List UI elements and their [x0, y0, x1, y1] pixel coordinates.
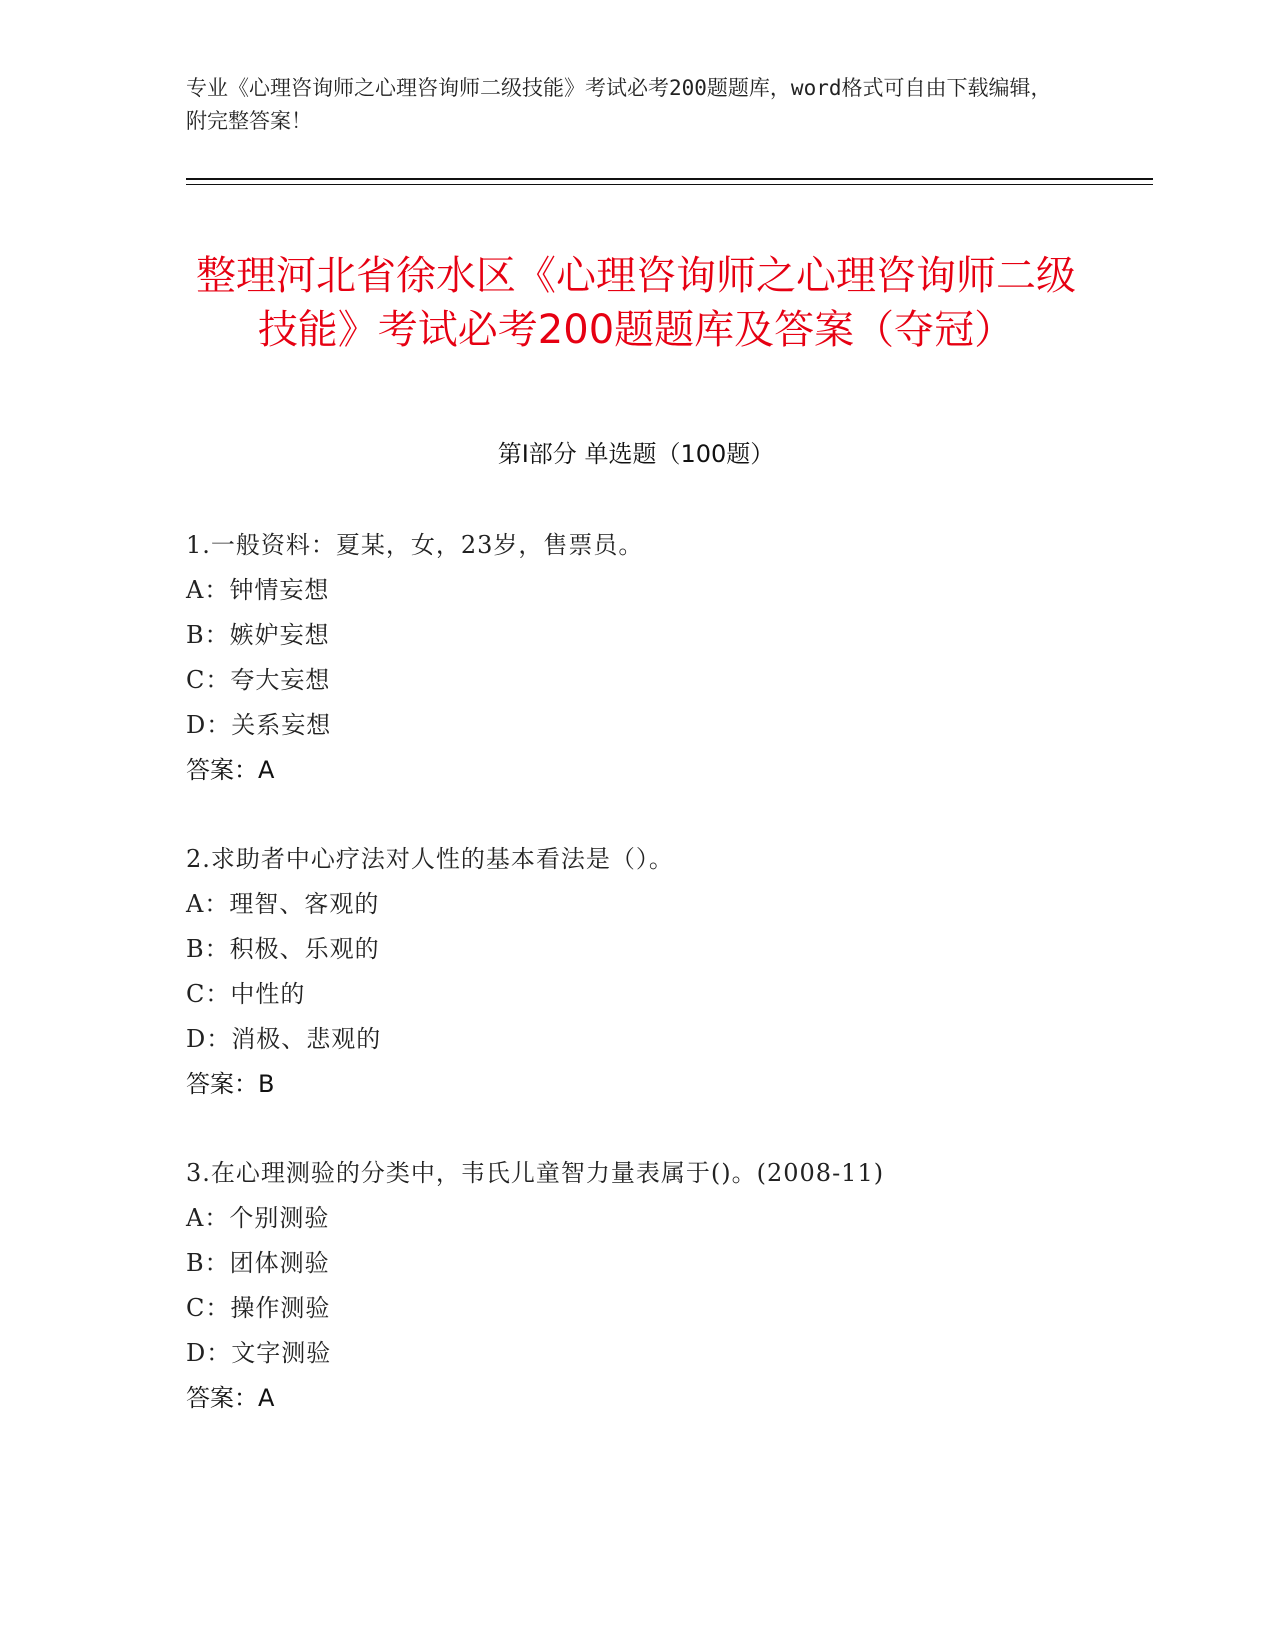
- option-b: B：积极、乐观的: [186, 935, 380, 963]
- answer-line: 答案：B: [186, 1070, 275, 1098]
- question-list: [186, 530, 1086, 1472]
- question-stem: 3.在心理测验的分类中，韦氏儿童智力量表属于()。(2008-11): [186, 1159, 885, 1187]
- option-c: C：中性的: [186, 980, 306, 1008]
- option-a: A：个别测验: [186, 1204, 330, 1232]
- answer-line: 答案：A: [186, 1384, 275, 1412]
- answer-line: 答案：A: [186, 756, 275, 784]
- option-d: D：文字测验: [186, 1339, 332, 1367]
- option-c: C：夸大妄想: [186, 666, 331, 694]
- option-a: A：理智、客观的: [186, 890, 380, 918]
- document-title: 整理河北省徐水区《心理咨询师之心理咨询师二级技能》考试必考200题题库及答案（夺冠）: [196, 252, 1076, 353]
- header-note: 专业《心理咨询师之心理咨询师二级技能》考试必考200题题库，word格式可自由下载编辑，附完整答案！: [186, 76, 1052, 133]
- question-stem: 2.求助者中心疗法对人性的基本看法是（）。: [186, 845, 674, 873]
- option-a: A：钟情妄想: [186, 576, 330, 604]
- question-2: [186, 844, 1086, 1099]
- option-d: D：消极、悲观的: [186, 1025, 382, 1053]
- section-heading: 第Ⅰ部分 单选题（100题）: [497, 440, 775, 468]
- option-b: B：团体测验: [186, 1249, 330, 1277]
- question-stem: 1.一般资料：夏某，女，23岁，售票员。: [186, 531, 644, 559]
- header-divider-thin: [186, 184, 1153, 185]
- option-c: C：操作测验: [186, 1294, 331, 1322]
- option-b: B：嫉妒妄想: [186, 621, 330, 649]
- header-divider-thick: [186, 178, 1153, 180]
- option-d: D：关系妄想: [186, 711, 332, 739]
- question-3: [186, 1158, 1086, 1413]
- question-1: [186, 530, 1086, 785]
